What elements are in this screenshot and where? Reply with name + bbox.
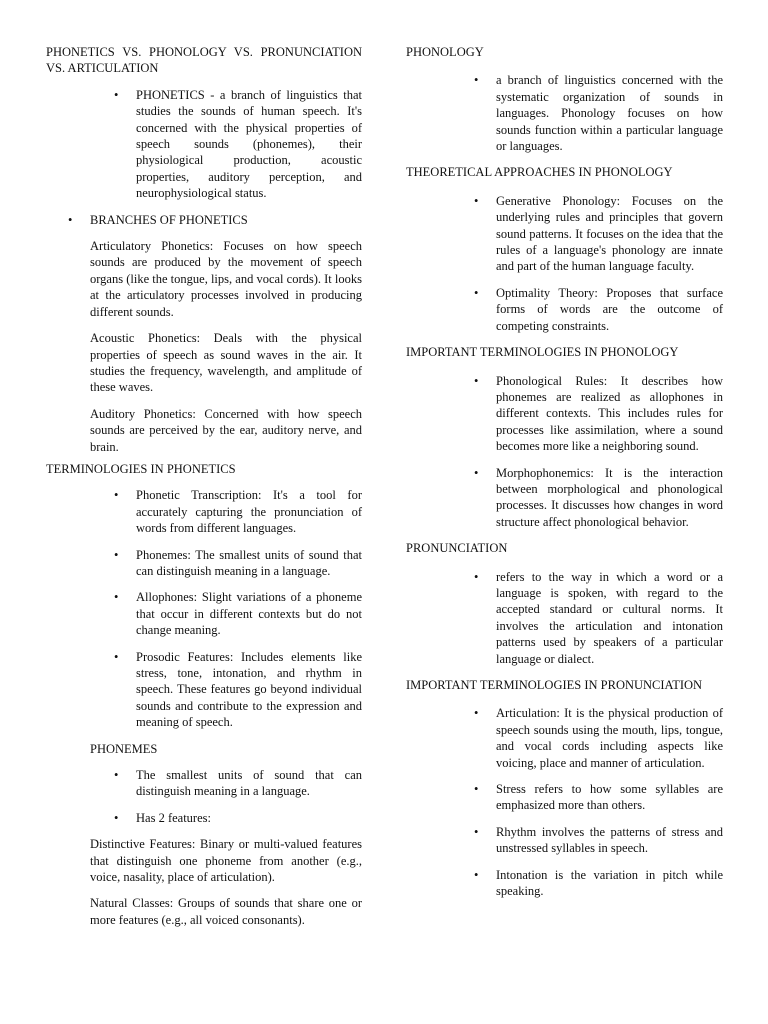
list-item <box>474 705 723 771</box>
section-heading: PHONOLOGY <box>406 45 484 59</box>
feature-paragraph: Natural Classes: Groups of sounds that share one or more features (e.g., all voiced consonants). <box>90 896 362 927</box>
list-item-text: Phonemes: The smallest units of sound that can distinguish meaning in a language. <box>136 547 362 578</box>
list-item-text: Stress refers to how some syllables are emphasized more than others. <box>496 782 723 813</box>
bullet-icon: • <box>68 212 73 227</box>
list-item <box>474 569 723 667</box>
list-item <box>474 193 723 275</box>
section-heading: TERMINOLOGIES IN PHONETICS <box>46 461 236 476</box>
list-item <box>68 212 362 228</box>
list-item-text: refers to the way in which a word or a language is spoken, with regard to the accepted standard or cultural norms. It involves the articulation and intonation patterns used by speakers of a particular language or dialect. <box>496 569 723 666</box>
important-phonology-list <box>406 373 723 531</box>
list-item-text: Intonation is the variation in pitch while speaking. <box>496 867 723 899</box>
bullet-icon: • <box>474 569 479 584</box>
list-item-text: Phonological Rules: It describes how phonemes are realized as allophones in different contexts. This includes rules for processes like assimilation, where a sound becomes more like a neighboring sound. <box>496 373 723 454</box>
list-item <box>114 87 362 202</box>
section-heading: PRONUNCIATION <box>406 541 508 556</box>
terminologies-list <box>46 487 362 730</box>
list-item-text: Has 2 features: <box>136 810 211 825</box>
bullet-icon: • <box>114 87 119 102</box>
bullet-icon: • <box>114 810 119 825</box>
list-item-text: a branch of linguistics concerned with the systematic organization of sounds in languages. Phonology focuses on how sounds function within a particular language or languages. <box>496 73 723 154</box>
bullet-icon: • <box>474 285 479 300</box>
branches-heading: BRANCHES OF PHONETICS <box>90 212 248 227</box>
feature-paragraph: Distinctive Features: Binary or multi-valued features that distinguish one phoneme from another (e.g., voice, nasality, place of articulation). <box>90 837 362 885</box>
section-heading: IMPORTANT TERMINOLOGIES IN PHONOLOGY <box>406 345 679 360</box>
approaches-list <box>406 193 723 334</box>
list-item <box>474 465 723 531</box>
list-item <box>114 589 362 638</box>
branches-section <box>46 238 362 455</box>
pronunciation-list <box>406 569 723 667</box>
list-item <box>474 285 723 334</box>
list-item-text: Rhythm involves the patterns of stress and unstressed syllables in speech. <box>496 824 723 856</box>
list-item-text: Prosodic Features: Includes elements like stress, tone, intonation, and rhythm in speech. These features go beyond individual sounds and contribute to the expression and meaning of speech. <box>136 649 362 730</box>
bullet-icon: • <box>114 649 119 664</box>
list-item-text: Optimality Theory: Proposes that surface forms of words are the outcome of competing constraints. <box>496 285 723 333</box>
list-item <box>114 810 362 826</box>
branch-paragraph: Articulatory Phonetics: Focuses on how speech sounds are produced by the movement of speech organs (like the tongue, lips, and vocal cords). It looks at the articulatory processes involved in producing different sounds. <box>90 239 362 319</box>
bullet-icon: • <box>114 488 119 503</box>
list-item-text: Generative Phonology: Focuses on the underlying rules and principles that govern sound patterns. It focuses on the idea that the rules of a language's phonology are innate and part of the human language faculty. <box>496 193 723 274</box>
bullet-icon: • <box>474 193 479 208</box>
list-item <box>474 72 723 154</box>
section-heading: PHONEMES <box>90 741 158 756</box>
bullet-icon: • <box>474 867 479 882</box>
list-item-text: The smallest units of sound that can distinguish meaning in a language. <box>136 768 362 799</box>
bullet-icon: • <box>114 547 119 562</box>
phonemes-section <box>46 741 362 929</box>
list-item-text: Allophones: Slight variations of a phoneme that occur in different contexts but do not change meaning. <box>136 590 362 638</box>
section-heading: THEORETICAL APPROACHES IN PHONOLOGY <box>406 165 673 180</box>
list-item <box>474 373 723 455</box>
bullet-icon: • <box>474 373 479 388</box>
list-item <box>114 487 362 536</box>
section-heading: IMPORTANT TERMINOLOGIES IN PRONUNCIATION <box>406 678 703 692</box>
list-item-text: Articulation: It is the physical production of speech sounds using the mouth, lips, tongue, and vocal cords including aspects like voicing, place and manner of articulation. <box>496 706 723 770</box>
phonemes-list <box>90 767 362 826</box>
right-column <box>406 44 723 909</box>
list-item <box>474 867 723 900</box>
bullet-icon: • <box>474 73 479 88</box>
bullet-icon: • <box>114 768 119 783</box>
bullet-icon: • <box>114 590 119 605</box>
list-item-text: Phonetic Transcription: It's a tool for accurately capturing the pronunciation of words from different languages. <box>136 488 362 536</box>
list-item <box>114 767 362 800</box>
branches-heading-list <box>46 212 362 228</box>
list-item-text: Morphophonemics: It is the interaction between morphological and phonological processes. It discusses how changes in word structure affect phonological behavior. <box>496 465 723 529</box>
list-item <box>114 547 362 580</box>
branch-paragraph: Auditory Phonetics: Concerned with how speech sounds are perceived by the ear, auditory nerve, and brain. <box>90 406 362 454</box>
bullet-icon: • <box>474 824 479 839</box>
phonetics-list <box>46 87 362 202</box>
bullet-icon: • <box>474 706 479 721</box>
list-item <box>474 824 723 857</box>
document-title: PHONETICS VS. PHONOLOGY VS. PRONUNCIATION VS. ARTICULATION <box>46 45 362 76</box>
left-column <box>46 44 362 938</box>
important-pronunciation-list <box>406 705 723 899</box>
phonology-list <box>406 72 723 154</box>
bullet-icon: • <box>474 465 479 480</box>
list-item <box>114 649 362 731</box>
phonetics-definition: PHONETICS - a branch of linguistics that studies the sounds of human speech. It's concerned with the physical properties of speech sounds (phonemes), their physiological production, acoustic properties, auditory perception, and neurophysiological status. <box>136 87 362 201</box>
bullet-icon: • <box>474 782 479 797</box>
list-item <box>474 781 723 814</box>
branch-paragraph: Acoustic Phonetics: Deals with the physical properties of speech as sound waves in the air. It studies the frequency, wavelength, and amplitude of these waves. <box>90 331 362 395</box>
